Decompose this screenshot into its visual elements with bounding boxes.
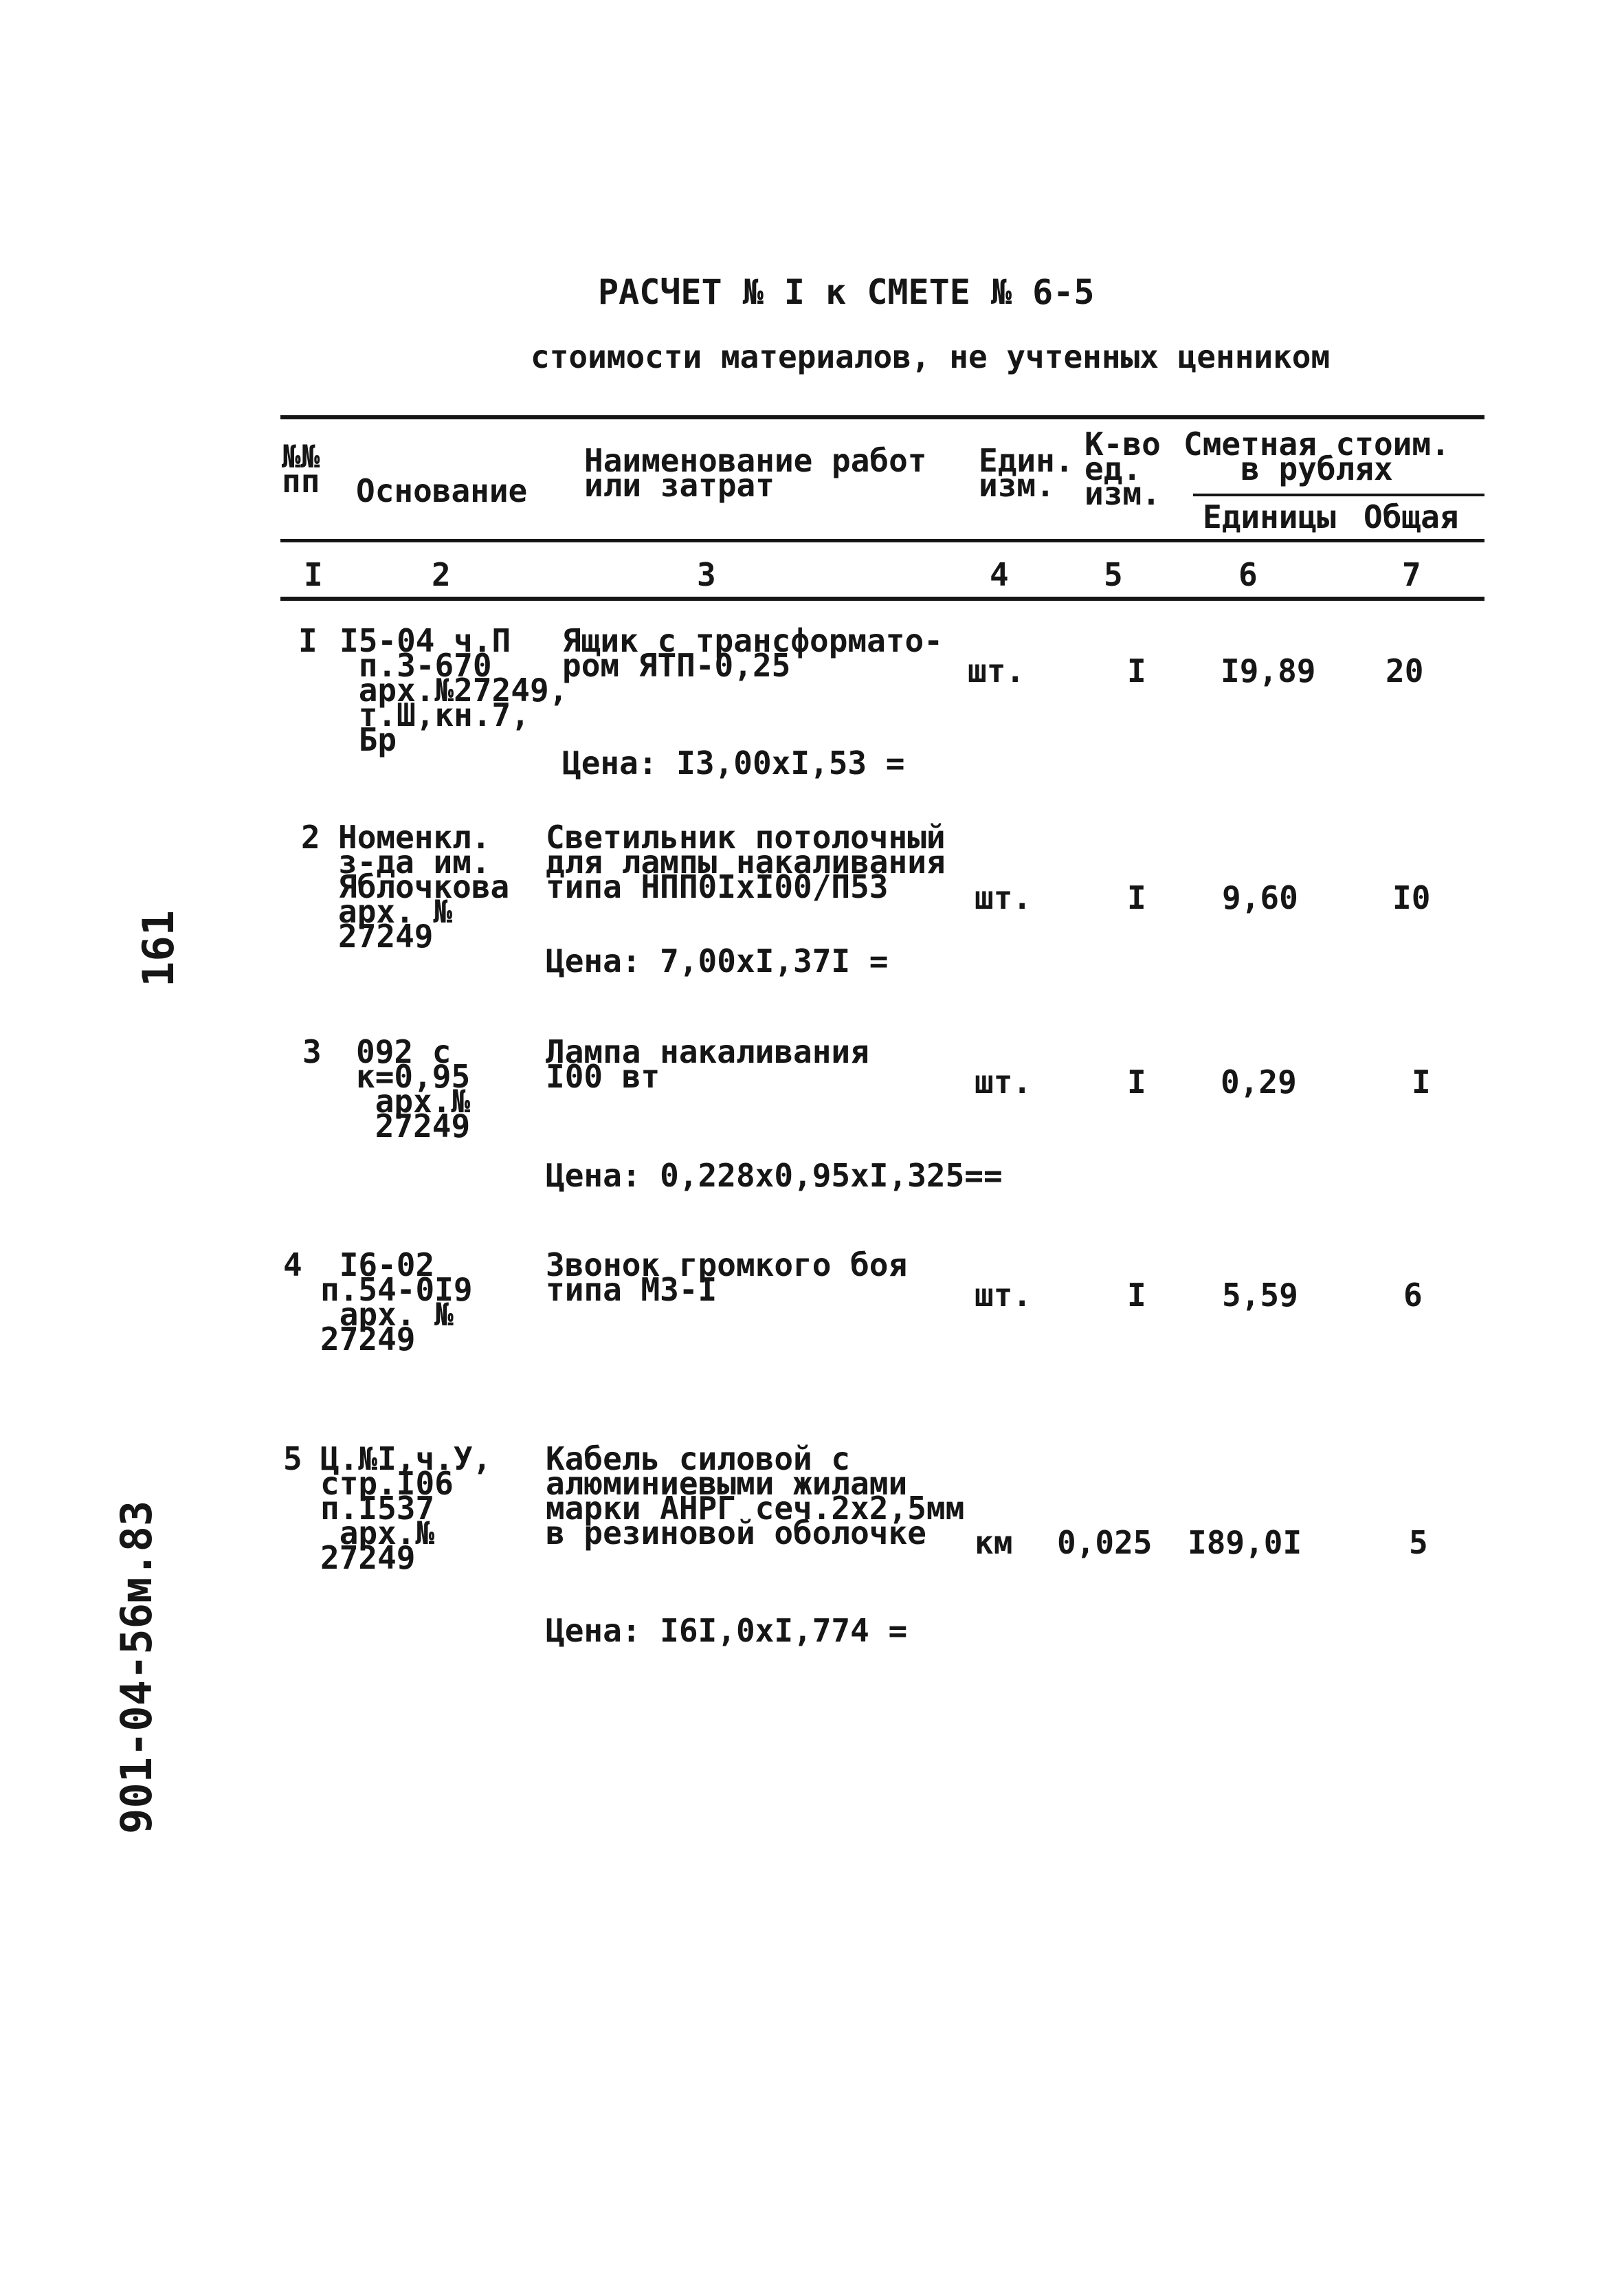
header-cost-group: Сметная стоим. в рублях [1183, 426, 1450, 487]
row-unit: шт. [975, 1277, 1032, 1314]
row-number: 2 [301, 819, 320, 856]
row-cost-total: I [1412, 1063, 1431, 1101]
row-name: Кабель силовой с алюминиевыми жилами марки АНРГ сеч.2x2,5мм в резиновой оболочке [546, 1440, 965, 1552]
row-qty: I [1127, 652, 1146, 689]
row-basis: Номенкл. з-да им. Яблочкова арх. № 27249 [338, 819, 510, 955]
header-basis: Основание [356, 472, 528, 509]
column-number: 5 [1104, 556, 1123, 593]
row-cost-total: 5 [1409, 1524, 1428, 1561]
row-number: 3 [302, 1033, 322, 1070]
column-number: 4 [990, 556, 1009, 593]
row-name: Ящик с трансформато- ром ЯТП-0,25 [562, 622, 943, 684]
header-name: Наименование работ или затрат [584, 442, 927, 504]
document-code: 901-04-56м.83 [111, 1500, 162, 1834]
column-number: 3 [697, 556, 716, 593]
column-number: 6 [1238, 556, 1258, 593]
row-qty: I [1127, 879, 1146, 916]
row-basis: Ц.№I,ч.У, стр.I06 п.I537 арх.№ 27249 [320, 1440, 492, 1576]
header-cost-total: Общая [1364, 498, 1459, 536]
column-numbers-rule [280, 597, 1484, 601]
row-cost-unit: 5,59 [1222, 1277, 1298, 1314]
row-cost-total: 20 [1386, 652, 1424, 689]
row-cost-total: I0 [1392, 879, 1431, 916]
row-cost-unit: I89,0I [1188, 1524, 1302, 1561]
row-unit: шт. [975, 1063, 1032, 1101]
row-qty: I [1127, 1277, 1146, 1314]
document-title: РАСЧЕТ № I к СМЕТЕ № 6-5 [598, 272, 1095, 312]
document-subtitle: стоимости материалов, не учтенных ценником [531, 338, 1331, 375]
row-unit: шт. [968, 652, 1025, 689]
column-number: 7 [1402, 556, 1421, 593]
header-unit: Един. изм. [979, 442, 1074, 504]
row-cost-total: 6 [1403, 1277, 1423, 1314]
header-num: №№ пп [282, 438, 320, 500]
row-cost-unit: 0,29 [1221, 1063, 1297, 1101]
row-unit: км [975, 1524, 1013, 1561]
row-number: 4 [283, 1246, 302, 1283]
row-name: Светильник потолочный для лампы накаливания типа НПП0IxI00/П53 [546, 819, 946, 905]
row-number: I [298, 622, 318, 659]
row-number: 5 [283, 1440, 302, 1477]
row-basis: 092 с к=0,95 арх.№ 27249 [356, 1033, 471, 1145]
page-number: 161 [133, 910, 183, 987]
column-number: I [304, 556, 323, 593]
header-bottom-rule [280, 539, 1484, 542]
header-cost-unit: Единицы [1203, 498, 1336, 536]
row-unit: шт. [975, 879, 1032, 916]
row-price: Цена: 0,228x0,95xI,325== [546, 1157, 1003, 1194]
row-basis: I5-04 ч.П п.3-670 арх.№27249, т.Ш,кн.7, Бр [340, 622, 568, 758]
row-price: Цена: 7,00xI,37I = [546, 942, 889, 980]
row-basis: I6-02 п.54-0I9 арх. № 27249 [320, 1246, 473, 1358]
cost-group-rule [1193, 494, 1484, 496]
row-name: Звонок громкого боя типа МЗ-I [546, 1246, 908, 1308]
row-price: Цена: I6I,0xI,774 = [546, 1612, 908, 1649]
row-qty: I [1127, 1063, 1146, 1101]
row-cost-unit: 9,60 [1222, 879, 1298, 916]
row-price: Цена: I3,00xI,53 = [562, 744, 905, 782]
table-top-rule [280, 415, 1484, 419]
row-cost-unit: I9,89 [1221, 652, 1316, 689]
header-qty: К-во ед. изм. [1084, 426, 1161, 512]
column-number: 2 [432, 556, 451, 593]
row-qty: 0,025 [1057, 1524, 1153, 1561]
row-name: Лампа накаливания I00 вт [546, 1033, 869, 1095]
